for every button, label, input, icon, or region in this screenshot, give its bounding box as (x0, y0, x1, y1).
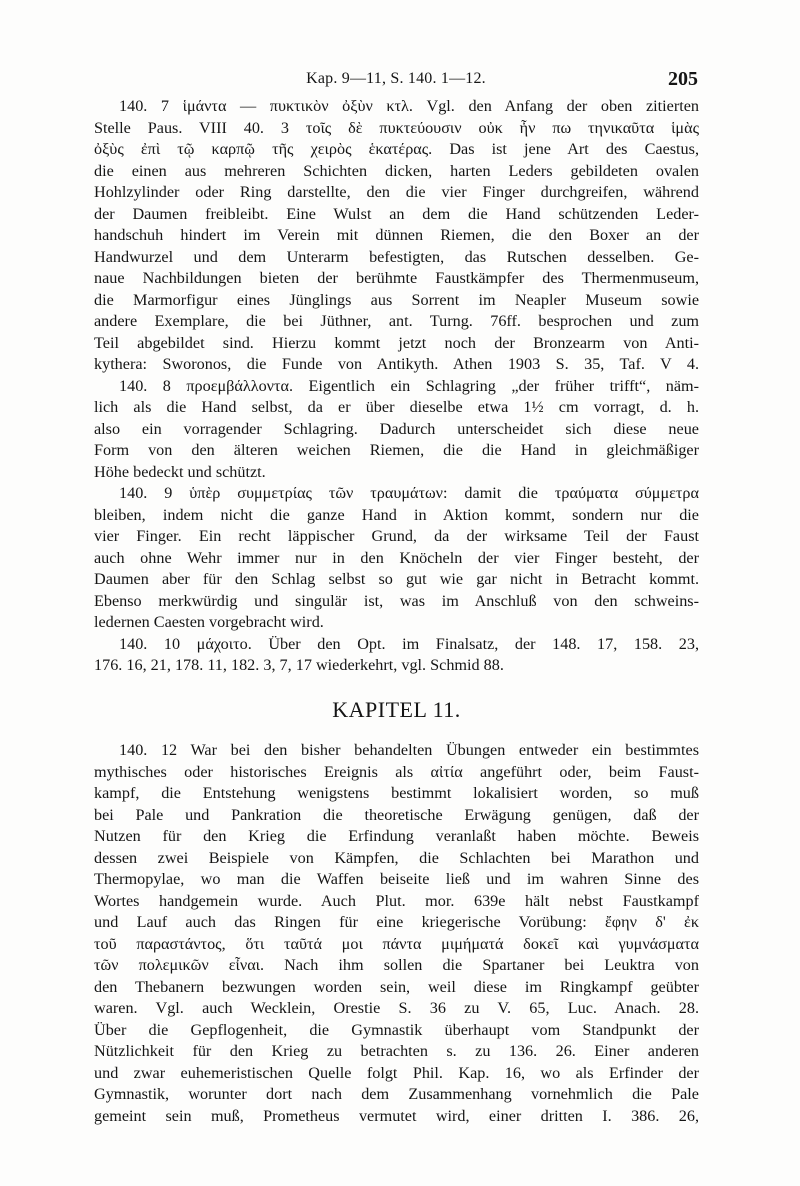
text-line: 140. 10 μάχοιτο. Über den Opt. im Finalsatz, der 148. 17, 158. 23, (119, 634, 699, 653)
text-line: ledernen Caesten vorgebracht wird. (94, 613, 324, 631)
text-line: Form von den älteren weichen Riemen, die die Hand in gleichmäßiger (94, 441, 699, 459)
chapter-heading: KAPITEL 11. (332, 697, 461, 722)
text-line: Nutzen für den Krieg die Erfindung veranlaßt haben möchte. Beweis (94, 827, 699, 845)
text-line: dessen zwei Beispiele von Kämpfen, die Schlachten bei Marathon und (94, 848, 699, 867)
text-line: vier Finger. Ein recht läppischer Grund, da der wirksame Teil der Faust (94, 527, 699, 545)
text-line: ὀξὺς ἐπὶ τῷ καρπῷ τῆς χειρὸς ἑκατέρας. Das ist jene Art des Caestus, (94, 140, 699, 158)
text-line: kampf, die Entstehung wenigstens bestimmt lokalisiert worden, so muß (94, 784, 699, 802)
text-line: mythisches oder historisches Ereignis als αἰτία angeführt oder, beim Faust- (94, 762, 699, 781)
text-line: auch ohne Wehr immer nur in den Knöcheln der vier Finger besteht, der (94, 548, 699, 567)
text-line: naue Nachbildungen bieten der berühmte Faustkämpfer des Thermenmuseum, (94, 269, 699, 287)
text-line: τοῦ παραστάντος, ὅτι ταῦτά μοι πάντα μιμήματά δοκεῖ καὶ γυμνάσματα (94, 934, 699, 953)
text-line: 140. 9 ὑπὲρ συμμετρίας τῶν τραυμάτων: damit die τραύματα σύμμετρα (119, 484, 699, 502)
text-line: handschuh hindert im Verein mit dünnen Riemen, die den Boxer an der (94, 226, 699, 244)
text-line: τῶν πολεμικῶν εἶναι. Nach ihm sollen die Spartaner bei Leuktra von (94, 956, 699, 974)
text-line: 140. 7 ἱμάντα — πυκτικὸν ὀξὺν κτλ. Vgl. den Anfang der oben zitierten (119, 97, 699, 115)
text-line: bleiben, indem nicht die ganze Hand in Aktion kommt, sondern nur die (94, 505, 699, 524)
text-line: lich als die Hand selbst, da er über dieselbe etwa 1½ cm vorragt, d. h. (94, 398, 699, 416)
text-line: der Daumen freibleibt. Eine Wulst an dem die Hand schützenden Leder- (94, 204, 699, 223)
text-line: also ein vorragender Schlagring. Dadurch unterscheidet sich diese neue (94, 419, 699, 438)
text-line: Höhe bedeckt und schützt. (94, 462, 266, 481)
running-title: Kap. 9—11, S. 140. 1—12. (306, 70, 486, 87)
text-line: die Marmorfigur eines Jünglings aus Sorrent im Neapler Museum sowie (94, 290, 699, 309)
text-line: bei Pale und Pankration die theoretische Erwägung genügen, daß der (94, 805, 699, 824)
text-line: Teil abgebildet sind. Hierzu kommt jetzt noch der Bronzearm von Anti- (94, 333, 699, 352)
text-line: 176. 16, 21, 178. 11, 182. 3, 7, 17 wiederkehrt, vgl. Schmid 88. (94, 656, 504, 674)
running-head (94, 70, 698, 94)
text-line: gemeint sein muß, Prometheus vermutet wird, einer dritten I. 386. 26, (94, 1106, 699, 1125)
commentary-block-2 (94, 740, 699, 1127)
text-line: Stelle Paus. VIII 40. 3 τοῖς δὲ πυκτεύουσιν οὐκ ἦν πω τηνικαῦτα ἱμὰς (94, 118, 699, 137)
text-line: Wortes handgemein wurde. Auch Plut. mor. 639e hält nebst Faustkampf (94, 891, 699, 910)
text-line: Hohlzylinder oder Ring darstellte, den die vier Finger durchgreifen, während (94, 183, 699, 201)
text-line: den Thebanern bezwungen worden sein, weil diese im Ringkampf geübter (94, 977, 699, 996)
text-line: die einen aus mehreren Schichten dicken, harten Leders gebildeten ovalen (94, 161, 699, 180)
text-line: kythera: Sworonos, die Funde von Antikyth. Athen 1903 S. 35, Taf. V 4. (94, 355, 699, 373)
text-line: Über die Gepflogenheit, die Gymnastik überhaupt vom Standpunkt der (94, 1020, 699, 1039)
text-line: Nützlichkeit für den Krieg zu betrachten s. zu 136. 26. Einer anderen (94, 1042, 699, 1060)
text-line: 140. 8 προεμβάλλοντα. Eigentlich ein Schlagring „der früher trifft“, näm- (119, 376, 699, 395)
text-line: andere Exemplare, die bei Jüthner, ant. Turng. 76ff. besprochen und zum (94, 312, 699, 330)
text-line: und zwar euhemeristischen Quelle folgt Phil. Kap. 16, wo als Erfinder der (94, 1063, 699, 1082)
text-line: und Lauf auch das Ringen für eine kriegerische Vorübung: ἔφην δ' ἐκ (94, 913, 699, 931)
text-line: Daumen aber für den Schlag selbst so gut wie gar nicht in Betracht kommt. (94, 570, 699, 588)
text-line: waren. Vgl. auch Wecklein, Orestie S. 36 zu V. 65, Luc. Anach. 28. (94, 999, 699, 1017)
text-line: Ebenso merkwürdig und singulär ist, was im Anschluß von den schweins- (94, 591, 699, 610)
text-line: 140. 12 War bei den bisher behandelten Übungen entweder ein bestimmtes (119, 741, 699, 759)
text-line: Handwurzel und dem Unterarm befestigten, das Rutschen desselben. Ge- (94, 247, 699, 266)
page-number: 205 (668, 68, 698, 90)
text-line: Thermopylae, wo man die Waffen beiseite ließ und im wahren Sinne des (94, 870, 699, 888)
text-line: Gymnastik, worunter dort nach dem Zusammenhang vornehmlich die Pale (94, 1085, 699, 1103)
commentary-block-1 (94, 96, 699, 677)
